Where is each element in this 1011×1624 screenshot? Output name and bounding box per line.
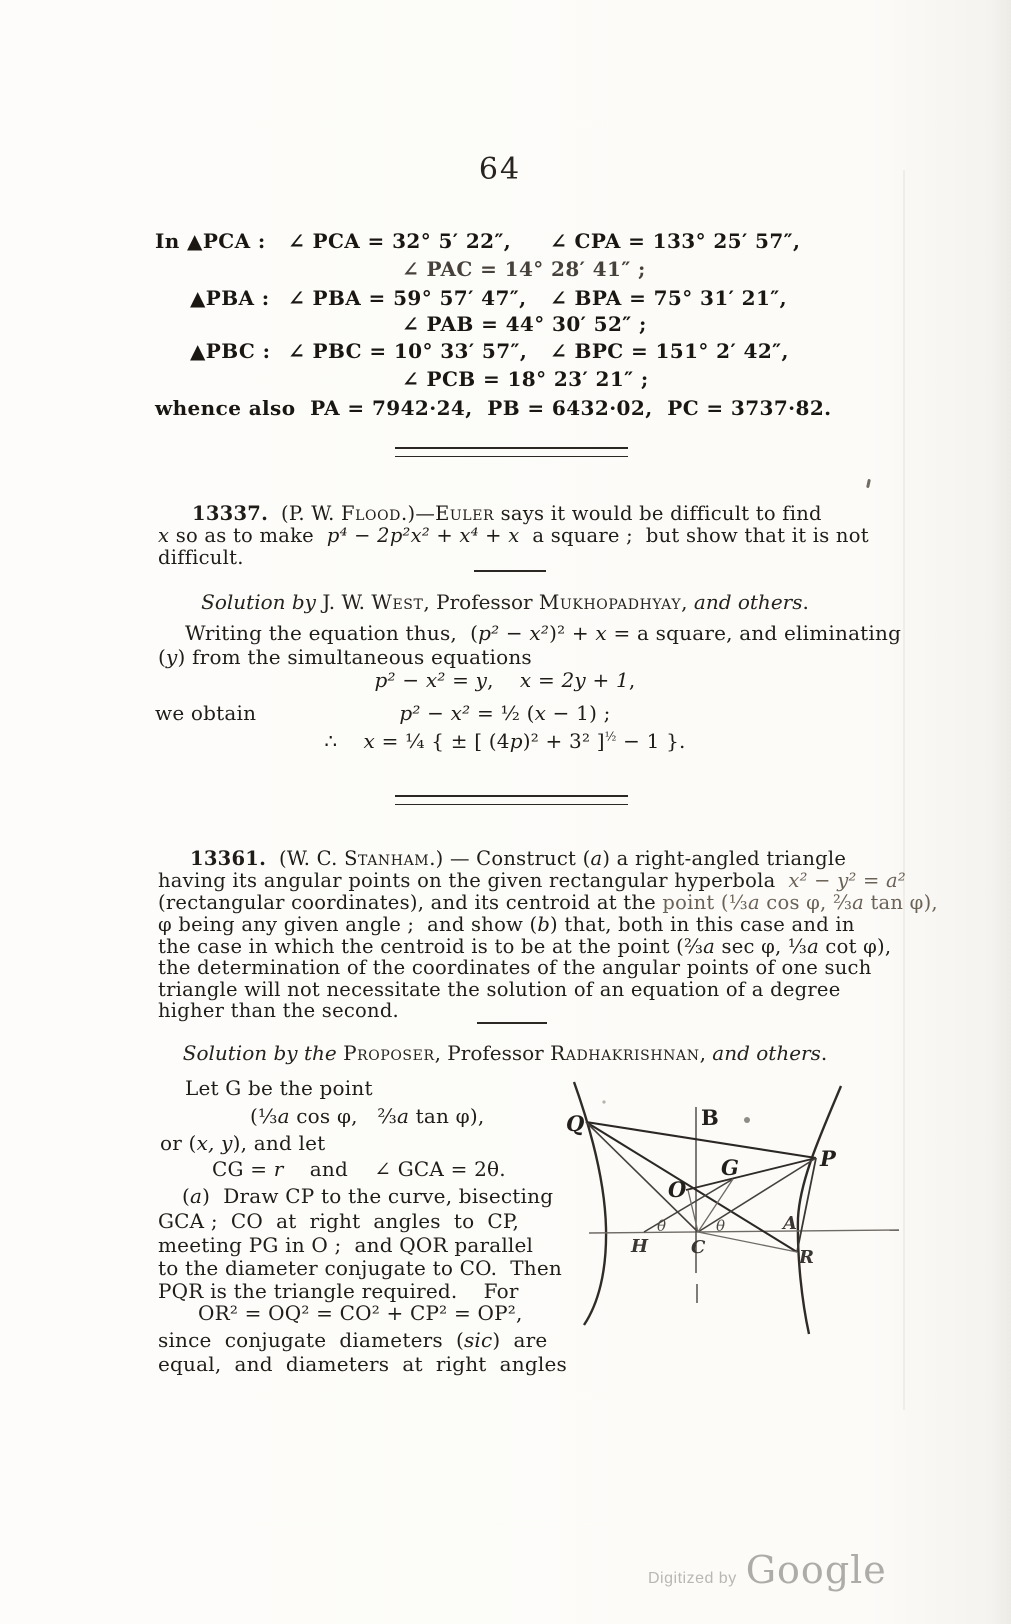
problem-13337-line2: x so as to make p⁴ − 2p²x² + x⁴ + x a square ; but show that it is not <box>158 524 869 547</box>
figure-label-P: P <box>820 1146 836 1171</box>
angle-pac-value: ∠ PAC = 14° 28′ 41″ ; <box>402 257 646 281</box>
angle-row-pbc-label: ▲PBC : <box>190 339 271 363</box>
solution-13361-col-line8: to the diameter conjugate to CO. Then <box>158 1256 562 1280</box>
angle-cpa-value: ∠ CPA = 133° 25′ 57″, <box>550 229 801 253</box>
double-rule-divider <box>395 795 628 805</box>
page-edge-shadow <box>903 170 905 1410</box>
solution-13361-col-line1: Let G be the point <box>185 1076 373 1100</box>
equation-or-oq: OR² = OQ² = CO² + CP² = OP², <box>198 1301 523 1325</box>
solution-13361-col-line9: PQR is the triangle required. For <box>158 1279 519 1303</box>
line-CO <box>688 1190 698 1232</box>
hyperbola-right-branch <box>798 1086 841 1334</box>
equation-x-result: ∴ x = ¼ { ± [ (4p)² + 3² ]$^{\frac{1}{2}}$ − 1 }. <box>324 729 686 753</box>
solution-13337-line2: (y) from the simultaneous equations <box>158 645 532 669</box>
problem-13361-line2: having its angular points on the given rectangular hyperbola x² − y² = a² <box>158 869 906 892</box>
problem-13361-line1: 13361. (W. C. Stanham.) — Construct (a) a right-angled triangle <box>190 847 847 870</box>
double-rule-divider <box>395 447 628 457</box>
problem-13361-line5: the case in which the centroid is to be at the point (⅔a sec φ, ⅓a cot φ), <box>158 935 892 958</box>
page-number: 64 <box>478 152 522 187</box>
solution-13361-col-line6: GCA ; CO at right angles to CP, <box>158 1209 520 1233</box>
scan-speck <box>602 1100 605 1103</box>
line-CP <box>698 1158 816 1232</box>
solution-13361-col-line2: (⅓a cos φ, ⅔a tan φ), <box>250 1104 485 1128</box>
figure-label-H: H <box>631 1236 649 1257</box>
equation-half-x-minus-1: p² − x² = ½ (x − 1) ; <box>399 701 611 725</box>
figure-label-G: G <box>721 1155 739 1180</box>
figure-label-theta-right: θ <box>716 1217 726 1235</box>
figure-label-Q: Q <box>566 1111 585 1136</box>
solution-13337-line1: Writing the equation thus, (p² − x²)² + x = a square, and eliminating <box>185 621 902 645</box>
we-obtain-label: we obtain <box>155 701 257 725</box>
figure-label-R: R <box>799 1247 814 1268</box>
scan-artifact-mark <box>866 479 871 488</box>
line-CG <box>698 1179 733 1232</box>
figure-label-theta-left: θ <box>657 1217 667 1235</box>
short-rule-divider <box>477 1022 547 1024</box>
line-POG <box>686 1158 816 1190</box>
figure-label-O: O <box>668 1177 687 1202</box>
angle-row-pca-label: In ▲PCA : <box>155 229 266 253</box>
solution-13361-col-line5: (a) Draw CP to the curve, bisecting <box>182 1184 554 1208</box>
line-CQ <box>586 1122 698 1232</box>
angle-row-pba-label: ▲PBA : <box>190 286 270 310</box>
problem-13361-line6: the determination of the coordinates of the angular points of one such <box>158 956 872 979</box>
solution-13361-col-line11: since conjugate diameters (sic) are <box>158 1328 548 1352</box>
scan-speck <box>744 1117 750 1123</box>
angle-bpa-value: ∠ BPA = 75° 31′ 21″, <box>550 286 788 310</box>
solution-byline-13361: Solution by the Proposer, Professor Radhakrishnan, and others. <box>182 1041 828 1065</box>
problem-13361-line3: (rectangular coordinates), and its centroid at the point (⅓a cos φ, ⅔a tan φ), <box>158 891 938 914</box>
angle-pbc-value: ∠ PBC = 10° 33′ 57″, <box>288 339 528 363</box>
line-CR <box>698 1232 797 1252</box>
problem-13361-line7: triangle will not necessitate the solution of an equation of a degree <box>158 978 841 1001</box>
horizontal-axis <box>589 1230 899 1233</box>
problem-13337-line3: difficult. <box>158 546 244 569</box>
figure-label-B: B <box>701 1105 719 1130</box>
problem-13361-line8: higher than the second. <box>158 999 400 1022</box>
angle-pab-value: ∠ PAB = 44° 30′ 52″ ; <box>402 312 647 336</box>
angle-bpc-value: ∠ BPC = 151° 2′ 42″, <box>550 339 789 363</box>
angle-pcb-value: ∠ PCB = 18° 23′ 21″ ; <box>402 367 649 391</box>
figure-label-A: A <box>783 1213 797 1234</box>
line-HG <box>644 1179 733 1232</box>
line-PR <box>797 1158 816 1252</box>
hyperbola-left-branch <box>574 1082 606 1325</box>
google-logo-text: Google <box>745 1548 887 1592</box>
solution-13361-col-line12: equal, and diameters at right angles <box>158 1352 567 1376</box>
solution-13361-col-line3: or (x, y), and let <box>160 1131 326 1155</box>
solution-byline-13337: Solution by J. W. West, Professor Mukhopadhyay, and others. <box>201 590 809 614</box>
angle-pca-value: ∠ PCA = 32° 5′ 22″, <box>288 229 512 253</box>
problem-13337-line1: 13337. (P. W. Flood.)—Euler says it would be difficult to find <box>192 502 822 525</box>
line-QOR <box>586 1122 797 1252</box>
short-rule-divider <box>474 570 546 572</box>
figure-label-C: C <box>691 1237 706 1258</box>
solution-13361-col-line4: CG = r and ∠ GCA = 2θ. <box>212 1157 506 1181</box>
side-lengths-line: whence also PA = 7942·24, PB = 6432·02, PC = 3737·82. <box>155 396 832 420</box>
solution-13361-col-line7: meeting PG in O ; and QOR parallel <box>158 1233 534 1257</box>
angle-pba-value: ∠ PBA = 59° 57′ 47″, <box>288 286 527 310</box>
digitized-by-text: Digitized by <box>648 1570 737 1587</box>
equation-simultaneous: p² − x² = y, x = 2y + 1, <box>374 668 636 692</box>
line-QP <box>586 1122 816 1158</box>
google-watermark <box>648 1548 887 1592</box>
problem-13361-line4: φ being any given angle ; and show (b) that, both in this case and in <box>158 913 855 936</box>
